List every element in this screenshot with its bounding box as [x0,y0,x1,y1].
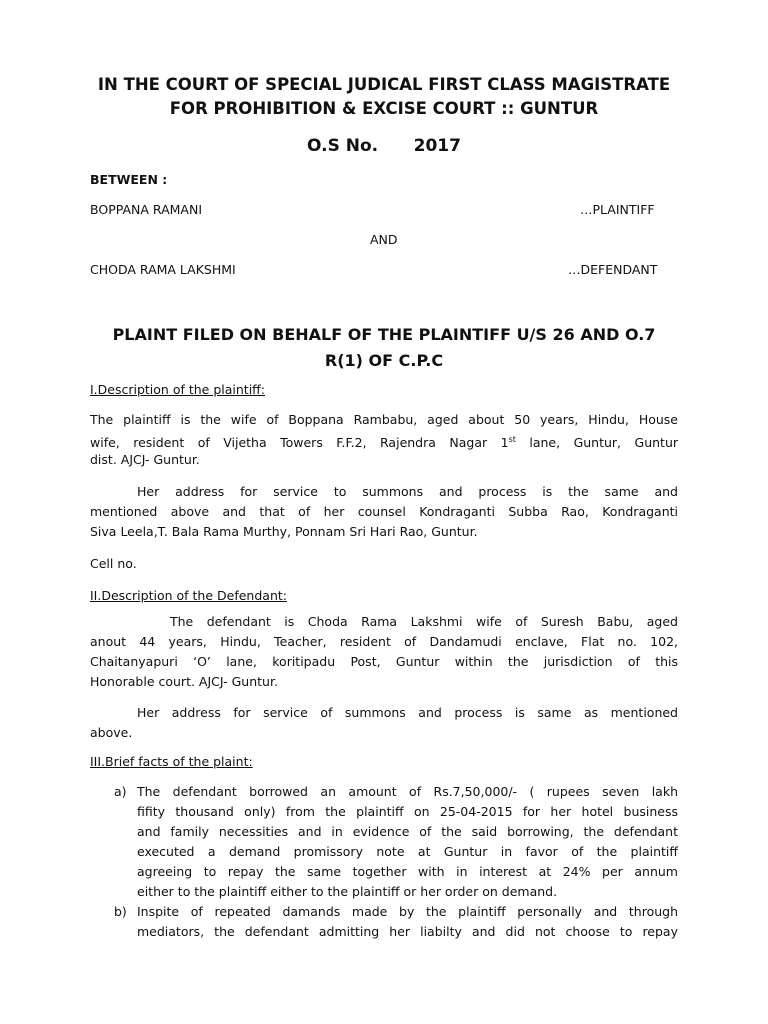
fact-a-line-2: fifity thousand only) from the plaintiff on 25-04-2015 for her hotel business [137,804,678,819]
section-heading-plaintiff: I.Description of the plaintiff: [90,382,265,397]
plaintiff-desc-line-1: The plaintiff is the wife of Boppana Rambabu, aged about 50 years, Hindu, House [90,412,678,427]
list-marker-a: a) [114,784,127,799]
fact-a-line-5: agreeing to repay the same together with in interest at 24% per annum [137,864,678,879]
court-title-line-2: FOR PROHIBITION & EXCISE COURT :: GUNTUR [169,99,599,118]
plaint-title-line-1: PLAINT FILED ON BEHALF OF THE PLAINTIFF U/S 26 AND O.7 [112,325,656,344]
plaintiff-desc-line-3: dist. AJCJ- Guntur. [90,452,200,467]
plaintiff-role: …PLAINTIFF [580,202,655,217]
fact-a-line-4: executed a demand promissory note at Guntur in favor of the plaintiff [137,844,678,859]
fact-a-line-3: and family necessities and in evidence of the said borrowing, the defendant [137,824,678,839]
plaintiff-address-line-2: mentioned above and that of her counsel Kondraganti Subba Rao, Kondraganti [90,504,678,519]
list-marker-b: b) [114,904,127,919]
plaintiff-desc-line-2a: wife, resident of Vijetha Towers F.F.2, Rajendra Nagar 1 [90,435,509,451]
defendant-role: …DEFENDANT [568,262,658,277]
defendant-address-line-2: above. [90,725,133,740]
defendant-desc-line-4: Honorable court. AJCJ- Guntur. [90,674,278,689]
court-title [60,73,708,121]
cell-number-label: Cell no. [90,556,137,571]
defendant-desc-line-1: The defendant is Choda Rama Lakshmi wife of Suresh Babu, aged [170,614,678,629]
case-number: O.S No. 2017 [307,136,461,156]
fact-b-line-1: Inspite of repeated damands made by the plaintiff personally and through [137,904,678,919]
defendant-desc-line-2: anout 44 years, Hindu, Teacher, resident of Dandamudi enclave, Flat no. 102, [90,634,678,649]
plaintiff-name: BOPPANA RAMANI [90,202,202,217]
plaint-title [70,322,698,374]
fact-a-line-6: either to the plaintiff either to the plaintiff or her order on demand. [137,884,558,899]
plaint-title-line-2: R(1) OF C.P.C [324,351,444,370]
plaintiff-desc-line-2b: lane, Guntur, Guntur [515,435,679,451]
fact-b-line-2: mediators, the defendant admitting her liabilty and did not choose to repay [137,924,678,939]
defendant-name: CHODA RAMA LAKSHMI [90,262,236,277]
plaintiff-address-line-3: Siva Leela,T. Bala Rama Murthy, Ponnam Sri Hari Rao, Guntur. [90,524,478,539]
section-heading-defendant: II.Description of the Defendant: [90,588,287,603]
defendant-address-line-1: Her address for service of summons and process is same as mentioned [137,705,678,720]
defendant-desc-line-3: Chaitanyapuri ‘O’ lane, koritipadu Post, Guntur within the jurisdiction of this [90,654,678,669]
court-title-line-1: IN THE COURT OF SPECIAL JUDICAL FIRST CLASS MAGISTRATE [97,75,671,94]
and-label: AND [370,232,398,247]
between-label: BETWEEN : [90,172,168,187]
plaintiff-address-line-1: Her address for service to summons and process is the same and [137,484,678,499]
fact-a-line-1: The defendant borrowed an amount of Rs.7,50,000/- ( rupees seven lakh [137,784,678,799]
ordinal-suffix: st [508,435,516,444]
section-heading-brief-facts: III.Brief facts of the plaint: [90,754,253,769]
